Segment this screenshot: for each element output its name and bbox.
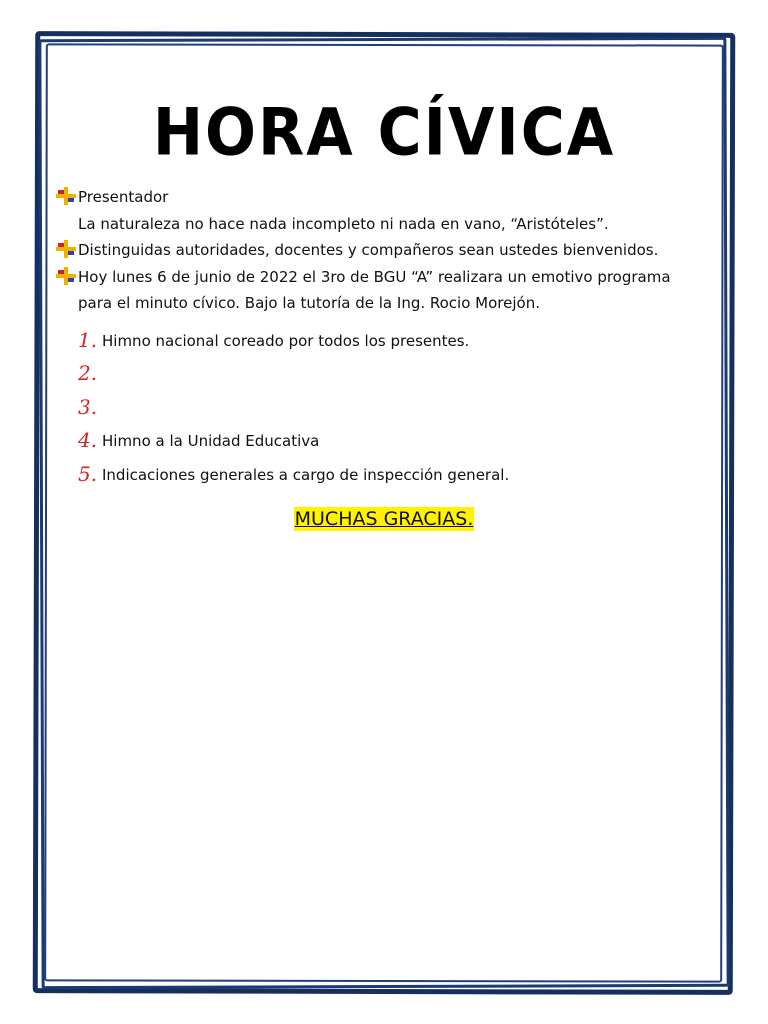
bullet-item-presenter <box>56 184 696 211</box>
bullet-item-announcement <box>56 264 696 291</box>
item-text: Himno a la Unidad Educativa <box>102 432 320 450</box>
page-title: HORA CÍVICA <box>152 95 616 171</box>
presenter-label: Presentador <box>78 188 169 206</box>
welcome-text: Distinguidas autoridades, docentes y compañeros sean ustedes bienvenidos. <box>78 241 659 259</box>
item-number: 2. <box>78 361 98 385</box>
item-text: Indicaciones generales a cargo de inspección general. <box>102 465 510 484</box>
announcement-line-2: para el minuto cívico. Bajo la tutoría de la Ing. Rocio Morejón. <box>78 294 540 312</box>
quote-line: La naturaleza no hace nada incompleto ni nada en vano, “Aristóteles”. <box>78 214 609 233</box>
announcement-line-1: Hoy lunes 6 de junio de 2022 el 3ro de BGU “A” realizara un emotivo programa <box>78 267 671 286</box>
document-body <box>56 184 696 492</box>
program-item <box>78 425 696 459</box>
program-item <box>78 392 696 426</box>
closing-text: MUCHAS GRACIAS. <box>294 508 474 530</box>
program-list <box>56 325 696 493</box>
cross-bullet-icon <box>56 240 76 258</box>
program-item <box>78 325 696 359</box>
program-item <box>78 459 696 493</box>
bullet-item-welcome <box>56 237 696 264</box>
cross-bullet-icon <box>56 267 76 285</box>
item-text: Himno nacional coreado por todos los presentes. <box>102 331 470 350</box>
item-number: 5. <box>78 461 98 486</box>
cross-bullet-icon <box>56 187 76 205</box>
program-item <box>78 358 696 392</box>
item-number: 3. <box>78 394 98 419</box>
item-number: 4. <box>78 428 98 452</box>
item-number: 1. <box>78 327 98 352</box>
closing-line <box>0 508 768 530</box>
